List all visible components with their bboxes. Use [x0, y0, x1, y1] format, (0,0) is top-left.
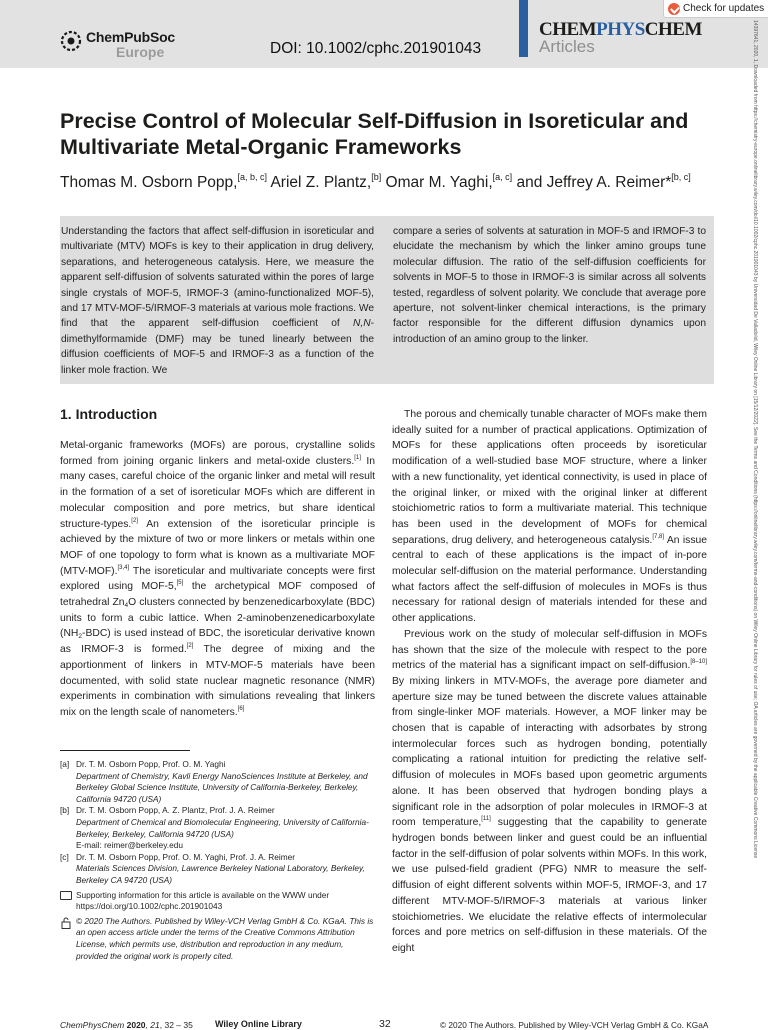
chempubsoc-logo-icon	[60, 30, 82, 52]
paragraph: Metal-organic frameworks (MOFs) are porous, crystalline solids formed from joining organic linkers and metal-oxide clusters.[1] In many cases, careful choice of the organic linker and metal will result in the formation of a set of isoreticular MOFs which are different in molecular composition and pore metrics, but share identical structure-types.[2] An extension of the isoreticular principle is achieved by the mixture of two or more linkers or metals within one MOF of one topology to form what is known as a multivariate MOF (MTV-MOF).[3,4] The isoreticular and multivariate concepts were first explored using MOF-5,[5] the archetypical MOF composed of tetrahedral $Zn_4O$ clusters connected by benzenedicarboxylate (BDC) units to form a cubic lattice. When 2-aminobenzenedicarboxylate $(NH_2-BDC)$ is used instead of BDC, the isoreticular derivative known as IRMOF-3 is formed.[2] The degree of mixing and the apportionment of linkers in MTV-MOF-5 materials have been documented, with solid state nuclear magnetic resonance (NMR) experiments in combination with simulations revealing that linkers mix on the length scale of nanometers.[6]	[60, 440, 375, 718]
paragraph: The porous and chemically tunable character of MOFs make them ideally suited for a number of practical applications. Optimization of MOFs for these applications often proceeds by isoreticular modification of a well-studied base MOF structure, where a linker with a new functionality, yet identical connectivity, is used in place of the original linker, or mixed with the original linker at different stoichiometric ratios to form a multivariate material. This technique has been used in the development of MOFs for chemical separations, drug delivery, and heterogeneous catalysis.[7,8] An issue central to each of these applications is the impact of in-pore molecular self-diffusion on the material performance. Understanding what factors affect the self-diffusion of molecules in MOFs is thus necessary for rational design of materials intended for these and other applications.	[392, 409, 707, 625]
footer-platform[interactable]: Wiley Online Library	[215, 1019, 302, 1029]
abstract-left-column	[61, 224, 374, 378]
abstract-text: -dimethylformamide (DMF) may be tuned linearly between the diffusion coefficients of MOF-5 and IRMOF-3 as a function of the linker mole fraction. We	[61, 318, 374, 376]
check-icon	[668, 3, 680, 15]
sidebar-download-text: 14397641, 2020, 1, Downloaded from https://chemistry-europe.onlinelibrary.wiley.com/doi/10.1002/cphc.201901043 by Universidad De Valladolid, Wiley Online Library on [15/12/2022]. See the Terms and Conditions (https://onlinelibrary.wiley.com/terms-and-conditions) on Wiley Online Library for rules of use; OA articles are governed by the applicable Creative Commons License	[752, 20, 758, 859]
journal-title-part3: CHEM	[644, 19, 702, 40]
author-affiliation: [b]	[371, 172, 382, 182]
abstract-italic: N,N	[353, 318, 371, 330]
author-affiliation: [b, c]	[671, 172, 691, 182]
author-affiliation: [a, c]	[492, 172, 513, 182]
footnote-label: [b]	[60, 805, 70, 816]
citation[interactable]: [1]	[354, 454, 361, 461]
author-name: Thomas M. Osborn Popp,	[60, 174, 238, 191]
footnote-label: [a]	[60, 759, 70, 769]
affiliation-a	[60, 759, 375, 805]
footnote-address: Department of Chemical and Biomolecular Engineering, University of California-Berkeley, Berkeley, California 94720 (USA)	[76, 816, 369, 839]
publisher-sub: Europe	[116, 44, 165, 60]
affiliation-c	[60, 852, 375, 887]
section-label: Articles	[539, 37, 595, 56]
citation[interactable]: [3,4]	[117, 564, 130, 571]
footer-journal: ChemPhysChem	[60, 1020, 125, 1030]
footnote-address: Department of Chemistry, Kavli Energy NanoSciences Institute at Berkeley, and Berkeley Global Science Institute, University of California-Berkeley, Berkeley, California 94720 (USA)	[76, 770, 368, 804]
footer-year: 2020	[126, 1020, 146, 1030]
article-title: Precise Control of Molecular Self-Diffusion in Isoreticular and Multivariate Metal-Organic Frameworks	[60, 109, 689, 159]
author-name: and Jeffrey A. Reimer*	[516, 174, 672, 191]
footnote-names: Dr. T. M. Osborn Popp, Prof. O. M. Yaghi, Prof. J. A. Reimer	[76, 851, 296, 862]
monitor-icon	[60, 891, 72, 900]
author-affiliation: [a, b, c]	[237, 172, 267, 182]
citation[interactable]: [2]	[186, 643, 194, 650]
doi-label[interactable]: DOI: 10.1002/cphc.201901043	[270, 40, 482, 57]
footer-pages: , 32 – 35	[159, 1020, 193, 1030]
download-sidebar	[743, 20, 767, 1010]
footer-volume: 21	[150, 1020, 160, 1030]
affiliation-b	[60, 805, 375, 851]
footnote-names: Dr. T. M. Osborn Popp, Prof. O. M. Yaghi	[76, 759, 226, 769]
author-name: Omar M. Yaghi,	[385, 174, 493, 191]
journal-accent-bar	[519, 0, 528, 57]
open-access-icon	[61, 917, 71, 929]
journal-title-part1: CHEM	[539, 19, 597, 40]
supporting-info-text: Supporting information for this article is available on the WWW under https://doi.org/10.1002/cphc.201901043	[76, 889, 330, 912]
footnote-rule	[60, 750, 190, 751]
abstract-right-column: compare a series of solvents at saturation in MOF-5 and IRMOF-3 to elucidate the mechanism by which the linker amino groups tune molecular diffusion. The ratio of the self-diffusion coefficients for solvents in MOF-5 to those in IRMOF-3 is similar across all solvents tested, regardless of solvent polarity. We conclude that average pore aperture, not solvent-linker chemical interactions, is the primary factor responsible for the different diffusion dynamics upon introduction of an amino group to the linker.	[393, 226, 706, 345]
supporting-info-note[interactable]	[60, 890, 375, 913]
citation[interactable]: [7,8]	[652, 533, 665, 540]
footnote-label: [c]	[60, 851, 69, 862]
section-heading: 1. Introduction	[60, 406, 158, 422]
check-for-updates-button[interactable]	[663, 0, 768, 18]
abstract-text: Understanding the factors that affect self-diffusion in isoreticular and multivariate (MTV) MOFs is key to their application in drug delivery, separations, and heterogeneous catalysis. Here, we measure the apparent self-diffusion of solvents saturated within the pores of large single crystals of MOF-5, IRMOF-3 (amino-functionalized MOF-5), and 17 MTV-MOF-5/IRMOF-3 materials at various mole fractions. We find that the apparent self-diffusion coefficient of	[61, 226, 374, 330]
body-right-column	[392, 407, 707, 957]
citation[interactable]: [2]	[131, 517, 138, 524]
author-name: Ariel Z. Plantz,	[270, 174, 372, 191]
license-note	[60, 916, 375, 962]
journal-title-part2: PHYS	[596, 19, 645, 40]
body-left-column	[60, 438, 375, 721]
license-text: © 2020 The Authors. Published by Wiley-VCH Verlag GmbH & Co. KGaA. This is an open access article under the terms of the Creative Commons Attribution License, which permits use, distribution and reproduction in any medium, provided the original work is properly cited.	[76, 915, 374, 961]
footer-citation: ChemPhysChem 2020, 21, 32 – 35	[60, 1020, 193, 1030]
citation[interactable]: [5]	[176, 580, 184, 587]
paragraph: Previous work on the study of molecular self-diffusion in MOFs has shown that the size of the molecule with respect to the pore metrics of the material has a significant impact on self-diffusion.[8–10] By mixing linkers in MTV-MOFs, the average pore diameter and aperture size may be tuned between the discrete values attainable from single-linker MOF materials. However, a MOF linker may be chosen that is capable of interacting with adsorbates by strong intermolecular forces such as hydrogen bonding, potentially complicating a rational intuition for predicting the relative self-diffusion of molecules in MOFs based upon geometric arguments alone. It has been observed that hydrogen bonding plays a significant role in the adsorption of polar molecules in IRMOF-3 at room temperature,[11] suggesting that the capability to generate hydrogen bonds between linker and guest could be an influential factor in the self-diffusion of polar solvents within MOFs. In this work, we use pulsed-field gradient (PFG) NMR to measure the self-diffusion of eight different solvents within MOF-5, IRMOF-3, and 17 different MTV-MOF-5/IRMOF-3 materials at various linker stoichiometries. We elucidate the relative effects of intermolecular forces and pore metrics on self-diffusion in these materials. Of the eight	[392, 628, 707, 954]
citation[interactable]: [8–10]	[690, 659, 707, 666]
citation[interactable]: [11]	[481, 816, 491, 823]
footer-copyright: © 2020 The Authors. Published by Wiley-VCH Verlag GmbH & Co. KGaA	[440, 1020, 709, 1030]
footnote-address: Materials Sciences Division, Lawrence Berkeley National Laboratory, Berkeley, Berkeley CA 94720 (USA)	[76, 863, 365, 885]
check-for-updates-label: Check for updates	[683, 3, 765, 14]
page-number: 32	[379, 1018, 391, 1030]
author-list	[60, 172, 740, 192]
footnote-names: Dr. T. M. Osborn Popp, A. Z. Plantz, Prof. J. A. Reimer	[76, 805, 275, 816]
affiliation-footnotes	[60, 759, 375, 962]
citation[interactable]: [6]	[237, 705, 245, 712]
abstract-box	[60, 216, 714, 384]
publisher-name: ChemPubSoc	[86, 29, 176, 45]
footnote-email[interactable]: E-mail: reimer@berkeley.edu	[76, 840, 183, 851]
